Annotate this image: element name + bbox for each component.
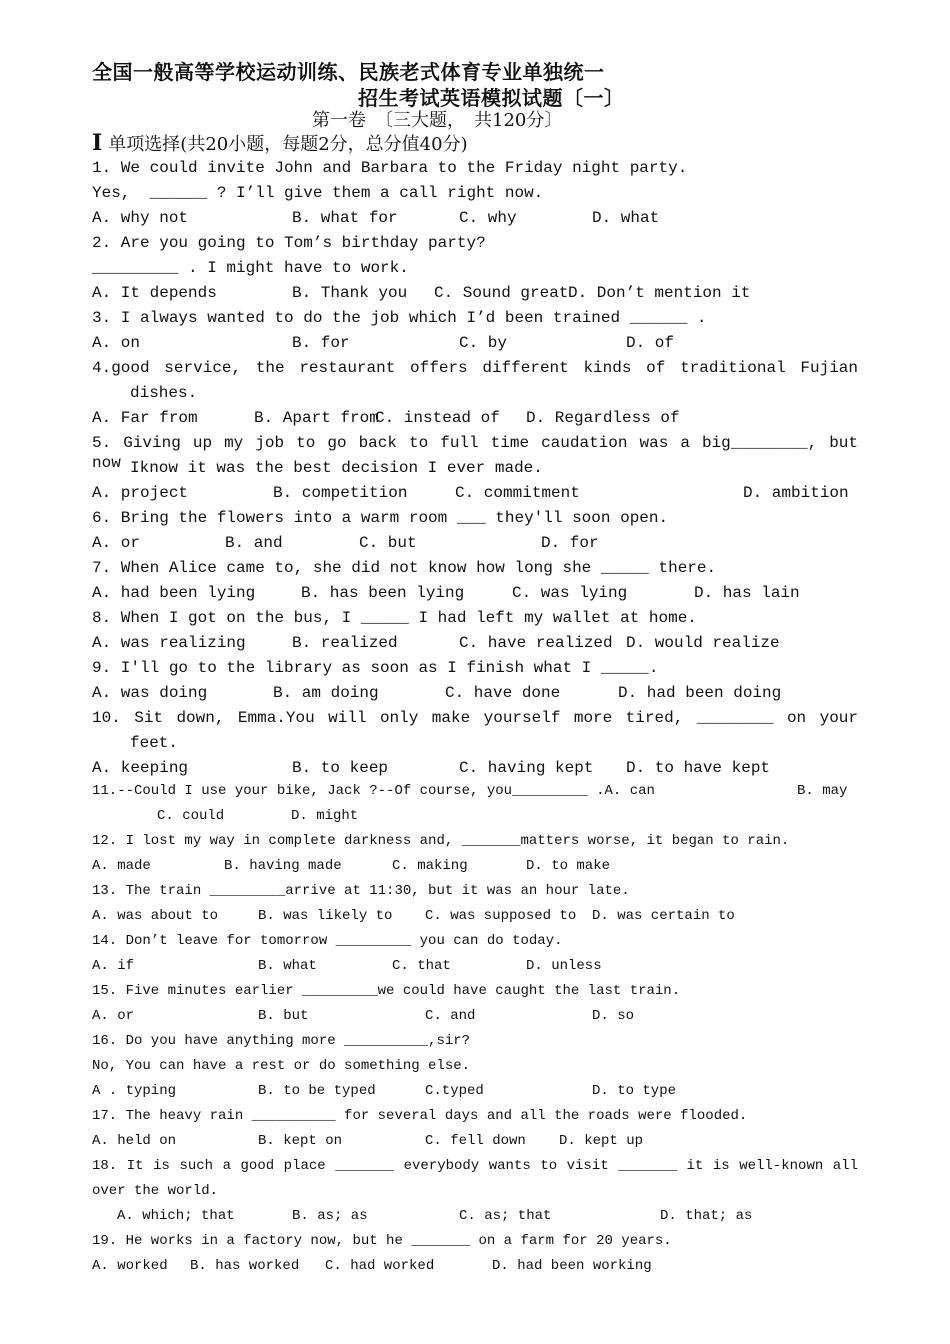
question-2-line2: _________ . I might have to work. — [92, 259, 409, 277]
question-19-stem: 19. He works in a factory now, but he _______ on a farm for 20 years. — [92, 1233, 672, 1249]
q12-option-a: A. made — [92, 858, 151, 874]
q18-option-c: C. as; that — [459, 1208, 552, 1224]
q9-option-a: A. was doing — [92, 684, 208, 702]
question-7-stem: 7. When Alice came to, she did not know how long she _____ there. — [92, 559, 717, 577]
q19-option-a: A. worked — [92, 1258, 168, 1274]
q2-option-a: A. It depends — [92, 284, 217, 302]
q14-option-a: A. if — [92, 958, 135, 974]
q2-option-c: C. Sound great — [434, 284, 569, 302]
q10-option-c: C. having kept — [459, 759, 594, 777]
section-roman-numeral: Ⅰ — [92, 130, 103, 156]
q2-option-d: D. Don’t mention it — [568, 284, 751, 302]
q12-option-d: D. to make — [526, 858, 611, 874]
q7-option-c: C. was lying — [512, 584, 628, 602]
section-label: 单项选择(共20小题，每题2分，总分值40分) — [108, 134, 468, 155]
question-2-stem: 2. Are you going to Tom’s birthday party? — [92, 234, 486, 252]
q12-option-c: C. making — [392, 858, 468, 874]
question-4-line2: dishes. — [130, 384, 198, 402]
question-14-stem: 14. Don’t leave for tomorrow _________ you can do today. — [92, 933, 563, 949]
q4-option-a: A. Far from — [92, 409, 198, 427]
q11-option-d: D. might — [291, 808, 359, 824]
q6-option-b: B. and — [225, 534, 283, 552]
q6-option-d: D. for — [541, 534, 599, 552]
question-1-stem: 1. We could invite John and Barbara to the Friday night party. — [92, 159, 688, 177]
q8-option-c: C. have realized — [459, 634, 613, 652]
q18-option-d: D. that; as — [660, 1208, 753, 1224]
q3-option-a: A. on — [92, 334, 141, 352]
q17-option-d: D. kept up — [559, 1133, 644, 1149]
q19-option-d: D. had been working — [492, 1258, 652, 1274]
exam-title-line1: 全国一般高等学校运动训练、民族老式体育专业单独统一 — [92, 60, 605, 84]
q14-option-c: C. that — [392, 958, 451, 974]
q7-option-d: D. has lain — [694, 584, 800, 602]
paper-subtitle: 第一卷 〔三大题， 共120分〕 — [312, 110, 563, 131]
question-6-stem: 6. Bring the flowers into a warm room ___ they'll soon open. — [92, 509, 669, 527]
question-5-stem: 5. Giving up my job to go back to full time caudation was a big________, but now — [92, 434, 858, 472]
q8-option-a: A. was realizing — [92, 634, 246, 652]
q11-option-c: C. could — [157, 808, 225, 824]
question-12-stem: 12. I lost my way in complete darkness and, _______matters worse, it began to rain. — [92, 833, 790, 849]
q4-option-c: C. instead of — [375, 409, 500, 427]
question-11-stem: 11.--Could I use your bike, Jack ?--Of course, you_________ .A. can — [92, 783, 655, 799]
q4-option-b: B. Apart from — [254, 409, 379, 427]
q16-option-a: A . typing — [92, 1083, 177, 1099]
q15-option-d: D. so — [592, 1008, 635, 1024]
q6-option-a: A. or — [92, 534, 141, 552]
q9-option-b: B. am doing — [273, 684, 379, 702]
q19-option-b: B. has worked — [190, 1258, 300, 1274]
q15-option-b: B. but — [258, 1008, 309, 1024]
q16-option-d: D. to type — [592, 1083, 677, 1099]
q2-option-b: B. Thank you — [292, 284, 408, 302]
section-heading — [92, 130, 468, 156]
q15-option-a: A. or — [92, 1008, 135, 1024]
question-1-line2: Yes, ______ ? I’ll give them a call right now. — [92, 184, 544, 202]
q6-option-c: C. but — [359, 534, 417, 552]
q1-option-a: A. why not — [92, 209, 189, 227]
q13-option-b: B. was likely to — [258, 908, 393, 924]
q13-option-d: D. was certain to — [592, 908, 735, 924]
q16-option-b: B. to be typed — [258, 1083, 376, 1099]
q10-option-a: A. keeping — [92, 759, 189, 777]
q8-option-d: D. would realize — [626, 634, 780, 652]
q3-option-d: D. of — [626, 334, 675, 352]
question-15-stem: 15. Five minutes earlier _________we could have caught the last train. — [92, 983, 681, 999]
q9-option-c: C. have done — [445, 684, 561, 702]
q3-option-c: C. by — [459, 334, 508, 352]
q15-option-c: C. and — [425, 1008, 476, 1024]
q10-option-b: B. to keep — [292, 759, 389, 777]
q14-option-d: D. unless — [526, 958, 602, 974]
question-10-stem: 10. Sit down, Emma.You will only make yourself more tired, ________ on your — [92, 709, 858, 727]
q8-option-b: B. realized — [292, 634, 398, 652]
q12-option-b: B. having made — [224, 858, 342, 874]
q7-option-a: A. had been lying — [92, 584, 256, 602]
q3-option-b: B. for — [292, 334, 350, 352]
q18-option-b: B. as; as — [292, 1208, 368, 1224]
question-9-stem: 9. I'll go to the library as soon as I finish what I _____. — [92, 659, 659, 677]
q19-option-c: C. had worked — [325, 1258, 435, 1274]
question-3-stem: 3. I always wanted to do the job which I’d been trained ______ . — [92, 309, 707, 327]
question-18-stem: 18. It is such a good place _______ everybody wants to visit _______ it is well-known all — [92, 1158, 858, 1174]
q5-option-a: A. project — [92, 484, 189, 502]
q7-option-b: B. has been lying — [301, 584, 465, 602]
q11-option-b: B. may — [797, 783, 848, 799]
question-5-line2: Iknow it was the best decision I ever made. — [130, 459, 543, 477]
question-8-stem: 8. When I got on the bus, I _____ I had left my wallet at home. — [92, 609, 697, 627]
question-13-stem: 13. The train _________arrive at 11:30, but it was an hour late. — [92, 883, 630, 899]
exam-title-line2: 招生考试英语模拟试题〔一〕 — [358, 86, 625, 110]
q5-option-c: C. commitment — [455, 484, 580, 502]
q14-option-b: B. what — [258, 958, 317, 974]
q10-option-d: D. to have kept — [626, 759, 771, 777]
question-18-line2: over the world. — [92, 1183, 219, 1199]
q5-option-d: D. ambition — [743, 484, 849, 502]
q13-option-a: A. was about to — [92, 908, 219, 924]
q9-option-d: D. had been doing — [618, 684, 782, 702]
q4-option-d: D. Regardless of — [526, 409, 680, 427]
question-10-line2: feet. — [130, 734, 179, 752]
q16-option-c: C.typed — [425, 1083, 484, 1099]
q5-option-b: B. competition — [273, 484, 408, 502]
q13-option-c: C. was supposed to — [425, 908, 577, 924]
question-16-line2: No, You can have a rest or do something else. — [92, 1058, 471, 1074]
q1-option-b: B. what for — [292, 209, 398, 227]
q1-option-d: D. what — [592, 209, 660, 227]
question-16-stem: 16. Do you have anything more __________,sir? — [92, 1033, 471, 1049]
q17-option-c: C. fell down — [425, 1133, 526, 1149]
question-17-stem: 17. The heavy rain __________ for several days and all the roads were flooded. — [92, 1108, 748, 1124]
q18-option-a: A. which; that — [117, 1208, 235, 1224]
question-4-stem: 4.good service, the restaurant offers different kinds of traditional Fujian — [92, 359, 858, 377]
q1-option-c: C. why — [459, 209, 517, 227]
q17-option-b: B. kept on — [258, 1133, 343, 1149]
q17-option-a: A. held on — [92, 1133, 177, 1149]
